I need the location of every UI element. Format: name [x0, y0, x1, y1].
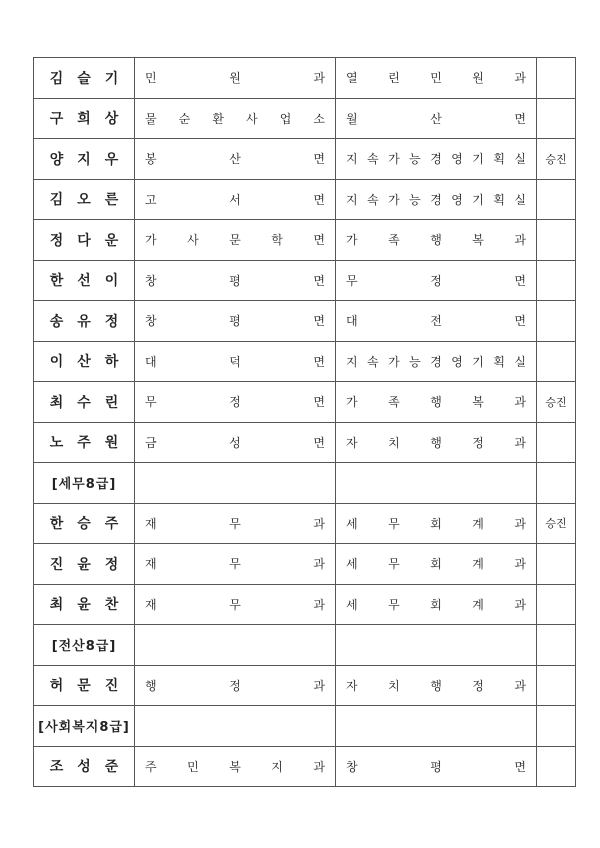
note-cell — [537, 625, 576, 666]
table-row — [34, 584, 576, 625]
employee-name: 정다운 — [34, 220, 135, 261]
from-department: 금 성 면 — [135, 422, 336, 463]
section-header: [사회복지8급] — [34, 706, 135, 747]
note-cell — [537, 422, 576, 463]
note-cell — [537, 58, 576, 99]
from-department: 민 원 과 — [135, 58, 336, 99]
table-row — [34, 139, 576, 180]
employee-name: 조성준 — [34, 746, 135, 787]
to-department — [336, 625, 537, 666]
table-row — [34, 422, 576, 463]
note-cell — [537, 179, 576, 220]
from-department: 가 사 문 학 면 — [135, 220, 336, 261]
note-cell — [537, 746, 576, 787]
employee-name: 김슬기 — [34, 58, 135, 99]
to-department: 자 치 행 정 과 — [336, 665, 537, 706]
note-cell — [537, 706, 576, 747]
employee-name: 한선이 — [34, 260, 135, 301]
table-row — [34, 341, 576, 382]
table-row — [34, 382, 576, 423]
table-row — [34, 220, 576, 261]
table-row — [34, 746, 576, 787]
note-cell — [537, 544, 576, 585]
from-department: 행 정 과 — [135, 665, 336, 706]
to-department: 창 평 면 — [336, 746, 537, 787]
employee-name: 노주원 — [34, 422, 135, 463]
section-header-row — [34, 625, 576, 666]
from-department: 대 덕 면 — [135, 341, 336, 382]
to-department: 지 속 가 능 경 영 기 획 실 — [336, 341, 537, 382]
table-row — [34, 301, 576, 342]
table-row — [34, 179, 576, 220]
note-cell — [537, 665, 576, 706]
employee-name: 구희상 — [34, 98, 135, 139]
to-department: 지 속 가 능 경 영 기 획 실 — [336, 139, 537, 180]
section-header-row — [34, 463, 576, 504]
to-department: 열 린 민 원 과 — [336, 58, 537, 99]
section-header: [전산8급] — [34, 625, 135, 666]
from-department: 물 순 환 사 업 소 — [135, 98, 336, 139]
to-department: 가 족 행 복 과 — [336, 382, 537, 423]
from-department: 고 서 면 — [135, 179, 336, 220]
note-cell — [537, 463, 576, 504]
from-department: 봉 산 면 — [135, 139, 336, 180]
to-department: 가 족 행 복 과 — [336, 220, 537, 261]
note-cell — [537, 220, 576, 261]
employee-name: 최수린 — [34, 382, 135, 423]
from-department: 재 무 과 — [135, 584, 336, 625]
from-department: 창 평 면 — [135, 260, 336, 301]
from-department: 재 무 과 — [135, 544, 336, 585]
employee-name: 최윤찬 — [34, 584, 135, 625]
from-department: 주 민 복 지 과 — [135, 746, 336, 787]
note-cell: 승진 — [537, 503, 576, 544]
to-department — [336, 463, 537, 504]
to-department: 월 산 면 — [336, 98, 537, 139]
note-cell — [537, 341, 576, 382]
employee-name: 이산하 — [34, 341, 135, 382]
to-department — [336, 706, 537, 747]
from-department — [135, 625, 336, 666]
note-cell: 승진 — [537, 139, 576, 180]
note-cell: 승진 — [537, 382, 576, 423]
to-department: 세 무 회 계 과 — [336, 584, 537, 625]
from-department: 창 평 면 — [135, 301, 336, 342]
transfer-roster-sheet — [33, 57, 574, 787]
table-row — [34, 98, 576, 139]
from-department: 무 정 면 — [135, 382, 336, 423]
to-department: 지 속 가 능 경 영 기 획 실 — [336, 179, 537, 220]
to-department: 세 무 회 계 과 — [336, 503, 537, 544]
note-cell — [537, 301, 576, 342]
table-row — [34, 260, 576, 301]
employee-name: 김오른 — [34, 179, 135, 220]
section-header-row — [34, 706, 576, 747]
table-row — [34, 544, 576, 585]
table-row — [34, 503, 576, 544]
section-header: [세무8급] — [34, 463, 135, 504]
to-department: 자 치 행 정 과 — [336, 422, 537, 463]
employee-name: 양지우 — [34, 139, 135, 180]
table-row — [34, 665, 576, 706]
table-row — [34, 58, 576, 99]
employee-name: 허문진 — [34, 665, 135, 706]
to-department: 대 전 면 — [336, 301, 537, 342]
from-department — [135, 706, 336, 747]
employee-name: 송유정 — [34, 301, 135, 342]
from-department: 재 무 과 — [135, 503, 336, 544]
note-cell — [537, 98, 576, 139]
from-department — [135, 463, 336, 504]
employee-name: 진윤정 — [34, 544, 135, 585]
to-department: 세 무 회 계 과 — [336, 544, 537, 585]
note-cell — [537, 584, 576, 625]
note-cell — [537, 260, 576, 301]
personnel-table — [33, 57, 576, 787]
to-department: 무 정 면 — [336, 260, 537, 301]
employee-name: 한승주 — [34, 503, 135, 544]
